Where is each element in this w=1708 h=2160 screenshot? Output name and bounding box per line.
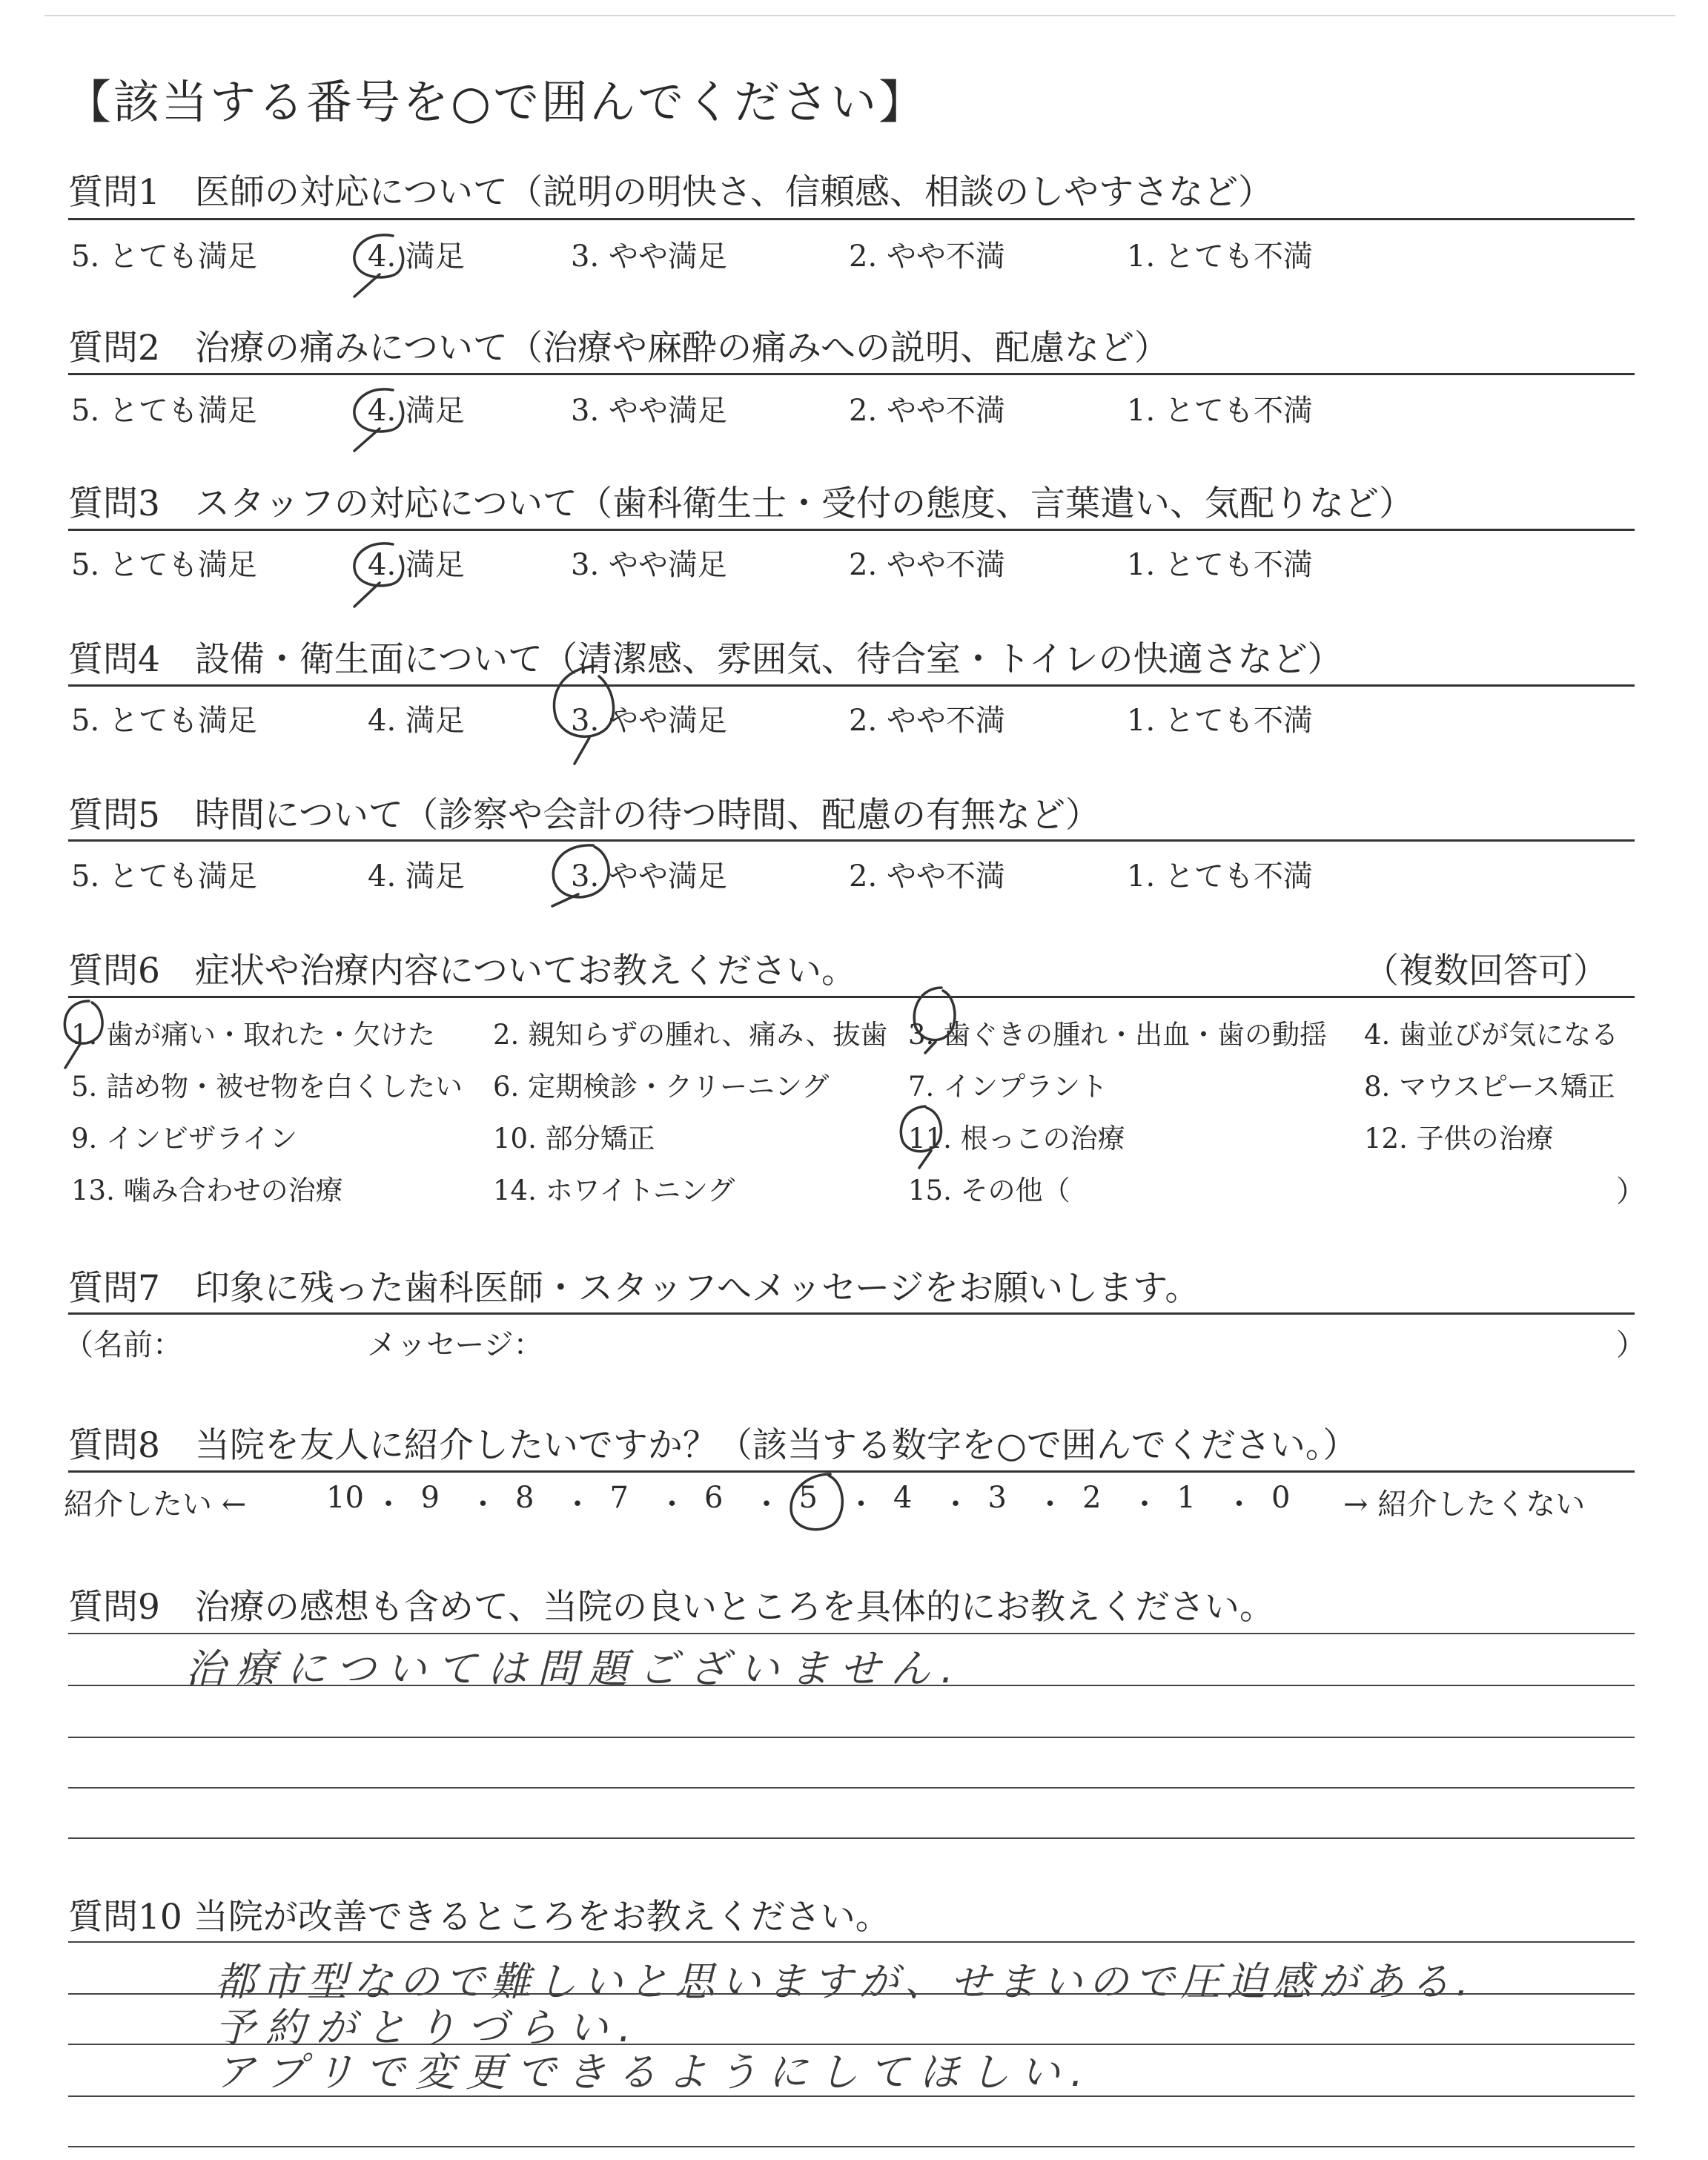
q7-name-label: （名前： <box>64 1328 182 1362</box>
q8-scale-dot: ・ <box>752 1487 781 1522</box>
q3-circle <box>354 544 403 607</box>
question-2-title: 質問2 治療の痛みについて（治療や麻酔の痛みへの説明、配慮など） <box>68 328 1170 369</box>
q8-scale-4[interactable]: 4 <box>893 1481 913 1515</box>
q10-answer-line-1: 都市型なので難しいと思いますが、せまいので圧迫感がある. <box>215 1958 1475 2005</box>
q5-circle <box>552 845 609 906</box>
q8-scale-10[interactable]: 10 <box>326 1481 364 1515</box>
q6-item-13[interactable]: 13. 噛み合わせの治療 <box>71 1175 343 1206</box>
q7-message-label: メッセージ： <box>367 1328 543 1362</box>
q6-item-4[interactable]: 4. 歯並びが気になる <box>1364 1019 1619 1051</box>
q4-circle <box>554 666 613 764</box>
q8-circle <box>791 1474 842 1530</box>
q3-option-1[interactable]: 1. とても不満 <box>1127 548 1313 582</box>
q2-option-5[interactable]: 5. とても満足 <box>71 394 257 428</box>
q5-option-2[interactable]: 2. やや不満 <box>849 859 1005 894</box>
q5-option-1[interactable]: 1. とても不満 <box>1127 859 1313 894</box>
q3-option-2[interactable]: 2. やや不満 <box>849 548 1005 582</box>
q2-option-3[interactable]: 3. やや満足 <box>571 394 727 428</box>
q8-scale-dot: ・ <box>941 1487 970 1522</box>
q6-item-6[interactable]: 6. 定期検診・クリーニング <box>493 1071 830 1103</box>
question-7-title: 質問7 印象に残った歯科医師・スタッフへメッセージをお願いします。 <box>68 1268 1200 1309</box>
question-6-note: （複数回答可） <box>1364 951 1608 991</box>
q8-scale-dot: ・ <box>563 1487 592 1522</box>
question-1-title: 質問1 医師の対応について（説明の明快さ、信頼感、相談のしやすさなど） <box>68 172 1274 213</box>
question-3-title: 質問3 スタッフの対応について（歯科衛生士・受付の態度、言葉遣い、気配りなど） <box>68 483 1414 524</box>
q5-option-4[interactable]: 4. 満足 <box>368 859 465 894</box>
question-8-title: 質問8 当院を友人に紹介したいですか？（該当する数字を○で囲んでください。） <box>68 1425 1358 1466</box>
q10-answer-line-2: 予約がとりづらい. <box>215 2004 642 2051</box>
q1-option-2[interactable]: 2. やや不満 <box>849 240 1005 274</box>
q6-other-close: ） <box>1616 1175 1646 1209</box>
q8-scale-dot: ・ <box>374 1487 403 1522</box>
q1-circle <box>354 235 403 297</box>
q8-scale-7[interactable]: 7 <box>609 1481 629 1515</box>
page-header: 【該当する番号を○で囲んでください】 <box>65 75 927 129</box>
q5-option-3[interactable]: 3. やや満足 <box>571 859 727 894</box>
q2-option-4[interactable]: 4. 満足 <box>368 394 465 428</box>
q3-option-5[interactable]: 5. とても満足 <box>71 548 257 582</box>
q2-option-1[interactable]: 1. とても不満 <box>1127 394 1313 428</box>
q8-scale-0[interactable]: 0 <box>1271 1481 1291 1515</box>
q8-scale-dot: ・ <box>657 1487 687 1522</box>
q6-item-15[interactable]: 15. その他（ <box>908 1175 1070 1206</box>
q8-scale-8[interactable]: 8 <box>515 1481 534 1515</box>
q5-option-5[interactable]: 5. とても満足 <box>71 859 257 894</box>
q4-option-3[interactable]: 3. やや満足 <box>571 704 727 738</box>
q8-scale-dot: ・ <box>846 1487 876 1522</box>
q8-scale-5[interactable]: 5 <box>798 1481 818 1515</box>
q6-item-14[interactable]: 14. ホワイトニング <box>493 1175 735 1206</box>
q6-item-2[interactable]: 2. 親知らずの腫れ、痛み、抜歯 <box>493 1019 888 1051</box>
q1-option-4[interactable]: 4. 満足 <box>368 240 465 274</box>
q6-item-11[interactable]: 11. 根っこの治療 <box>908 1123 1125 1155</box>
question-6-title: 質問6 症状や治療内容についてお教えください。 <box>68 951 856 991</box>
q6-item-3[interactable]: 3. 歯ぐきの腫れ・出血・歯の動揺 <box>908 1019 1328 1051</box>
q8-scale-9[interactable]: 9 <box>420 1481 440 1515</box>
q8-scale-3[interactable]: 3 <box>987 1481 1007 1515</box>
q4-option-5[interactable]: 5. とても満足 <box>71 704 257 738</box>
q6-item-10[interactable]: 10. 部分矯正 <box>493 1123 655 1155</box>
q8-scale-dot: ・ <box>1224 1487 1254 1522</box>
q6-item-1[interactable]: 1. 歯が痛い・取れた・欠けた <box>71 1019 436 1051</box>
q2-option-2[interactable]: 2. やや不満 <box>849 394 1005 428</box>
q3-option-4[interactable]: 4. 満足 <box>368 548 465 582</box>
q4-option-4[interactable]: 4. 満足 <box>368 704 465 738</box>
q6-circle-1 <box>64 1001 102 1068</box>
q8-right-label: → 紹介したくない <box>1343 1487 1586 1522</box>
q6-item-5[interactable]: 5. 詰め物・被せ物を白くしたい <box>71 1071 463 1103</box>
q3-option-3[interactable]: 3. やや満足 <box>571 548 727 582</box>
q8-scale-6[interactable]: 6 <box>704 1481 724 1515</box>
q8-scale-dot: ・ <box>1035 1487 1065 1522</box>
q6-circle-11 <box>901 1106 941 1168</box>
q8-scale-2[interactable]: 2 <box>1082 1481 1102 1515</box>
question-5-title: 質問5 時間について（診察や会計の待つ時間、配慮の有無など） <box>68 795 1100 836</box>
q4-option-1[interactable]: 1. とても不満 <box>1127 704 1313 738</box>
question-10-title: 質問10 当院が改善できるところをお教えください。 <box>68 1897 890 1938</box>
question-9-title: 質問9 治療の感想も含めて、当院の良いところを具体的にお教えください。 <box>68 1587 1274 1628</box>
q6-item-12[interactable]: 12. 子供の治療 <box>1364 1123 1554 1155</box>
q4-option-2[interactable]: 2. やや不満 <box>849 704 1005 738</box>
q8-left-label: 紹介したい ← <box>64 1487 247 1522</box>
q1-option-1[interactable]: 1. とても不満 <box>1127 240 1313 274</box>
q6-circle-3 <box>914 988 955 1053</box>
q6-item-8[interactable]: 8. マウスピース矯正 <box>1364 1071 1615 1103</box>
question-4-title: 質問4 設備・衛生面について（清潔感、雰囲気、待合室・トイレの快適さなど） <box>68 639 1343 680</box>
q8-scale-dot: ・ <box>1130 1487 1159 1522</box>
q7-close: ） <box>1616 1328 1646 1362</box>
q6-item-7[interactable]: 7. インプラント <box>908 1071 1108 1103</box>
q8-scale-1[interactable]: 1 <box>1176 1481 1196 1515</box>
q9-answer-line-1: 治療については問題ございません. <box>185 1645 964 1692</box>
q8-scale-dot: ・ <box>468 1487 498 1522</box>
q6-item-9[interactable]: 9. インビザライン <box>71 1123 297 1155</box>
q1-option-3[interactable]: 3. やや満足 <box>571 240 727 274</box>
q1-option-5[interactable]: 5. とても満足 <box>71 240 257 274</box>
q2-circle <box>354 389 403 451</box>
q10-answer-line-3: アプリで変更できるようにしてほしい. <box>215 2049 1094 2095</box>
